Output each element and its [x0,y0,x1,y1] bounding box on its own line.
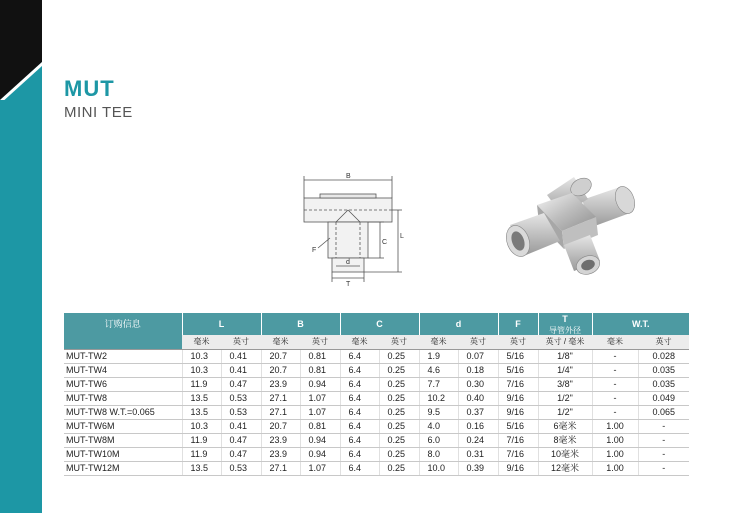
cell: 0.40 [458,391,498,405]
cell: 0.25 [379,461,419,475]
cell: 13.5 [182,461,221,475]
cell: 7.7 [419,377,458,391]
cell: 1/2" [538,405,592,419]
cell: 9.5 [419,405,458,419]
cell: 4.6 [419,363,458,377]
cell: 0.41 [221,349,261,363]
label-t: T [346,281,351,288]
cell: 1.00 [592,461,638,475]
cell: 0.37 [458,405,498,419]
col-group-t [538,313,592,335]
cell: 6.4 [340,405,379,419]
cell: 5/16 [498,363,538,377]
cell: 0.81 [300,419,340,433]
cell: 8毫米 [538,433,592,447]
label-d: d [346,259,350,266]
table-row [64,377,689,391]
cell: 6.4 [340,349,379,363]
cell: 7/16 [498,433,538,447]
table-row [64,461,689,475]
table-row [64,363,689,377]
cell: 12毫米 [538,461,592,475]
cell: 10毫米 [538,447,592,461]
product-subtitle: MINI TEE [64,104,133,121]
cell: 0.94 [300,377,340,391]
cell: 0.94 [300,433,340,447]
cell-part-number: MUT-TW6 [64,377,182,391]
cell: 20.7 [261,419,300,433]
col-group-c: C [340,313,419,335]
cell: 13.5 [182,405,221,419]
label-f: F [312,247,317,254]
cell: 20.7 [261,363,300,377]
product-title: MUT [64,76,115,101]
label-b: B [346,173,351,180]
cell: 0.035 [638,363,689,377]
cell: - [638,433,689,447]
cell: 4.0 [419,419,458,433]
cell: 23.9 [261,377,300,391]
cell: 1/4" [538,363,592,377]
cell: 0.81 [300,349,340,363]
label-l: L [400,233,404,240]
cell: 3/8" [538,377,592,391]
cell: 0.30 [458,377,498,391]
unit-header: 英寸 [221,335,261,349]
cell: 10.0 [419,461,458,475]
unit-header: 英寸 [300,335,340,349]
unit-header: 毫米 [340,335,379,349]
cell: 6.4 [340,419,379,433]
cell: - [638,447,689,461]
cell: 1.00 [592,419,638,433]
cell: 10.3 [182,349,221,363]
cell: 6.4 [340,363,379,377]
technical-drawing [292,168,412,288]
unit-header: 毫米 [182,335,221,349]
product-photo [492,165,642,280]
cell: 6毫米 [538,419,592,433]
cell: 9/16 [498,461,538,475]
cell: 0.81 [300,363,340,377]
cell-part-number: MUT-TW4 [64,363,182,377]
cell: 0.39 [458,461,498,475]
ordering-table [64,313,689,476]
col-group-f: F [498,313,538,335]
unit-header: 英寸 [379,335,419,349]
cell: 0.049 [638,391,689,405]
col-group-b: B [261,313,340,335]
cell: 0.25 [379,363,419,377]
cell: 0.065 [638,405,689,419]
cell: 1/2" [538,391,592,405]
cell: 0.47 [221,447,261,461]
table-row [64,391,689,405]
cell: 0.94 [300,447,340,461]
cell: 0.25 [379,391,419,405]
cell: 6.0 [419,433,458,447]
cell: 1.07 [300,405,340,419]
cell: 6.4 [340,447,379,461]
cell: 0.028 [638,349,689,363]
col-group-wt: W.T. [592,313,689,335]
unit-header: 英寸 [458,335,498,349]
cell: 0.41 [221,363,261,377]
col-group-t-label: T [562,314,568,324]
cell: 6.4 [340,391,379,405]
cell: 5/16 [498,349,538,363]
col-group-t-sub: 导管外径 [549,326,581,335]
order-info-header: 订购信息 [64,313,182,335]
cell: 6.4 [340,461,379,475]
cell: 10.3 [182,419,221,433]
table-body [64,349,689,475]
cell: 23.9 [261,433,300,447]
cell: 6.4 [340,433,379,447]
unit-header: 英寸 / 毫米 [538,335,592,349]
cell: 0.53 [221,391,261,405]
table-group-header [64,313,689,335]
cell: 9/16 [498,405,538,419]
col-group-d: d [419,313,498,335]
cell: 1.07 [300,461,340,475]
table-row [64,349,689,363]
cell: 13.5 [182,391,221,405]
table-row [64,433,689,447]
cell-part-number: MUT-TW2 [64,349,182,363]
cell: 0.07 [458,349,498,363]
unit-header: 英寸 [638,335,689,349]
cell: - [592,363,638,377]
cell: - [592,405,638,419]
cell: 0.18 [458,363,498,377]
unit-header: 毫米 [261,335,300,349]
table-row [64,419,689,433]
cell: 0.53 [221,405,261,419]
cell: 27.1 [261,461,300,475]
cell: 9/16 [498,391,538,405]
cell: 11.9 [182,447,221,461]
cell: 0.47 [221,377,261,391]
cell: 11.9 [182,433,221,447]
cell: 27.1 [261,405,300,419]
cell: 0.035 [638,377,689,391]
cell-part-number: MUT-TW10M [64,447,182,461]
table-unit-header [64,335,689,349]
cell-part-number: MUT-TW6M [64,419,182,433]
cell: 0.16 [458,419,498,433]
cell: 0.25 [379,433,419,447]
corner-decoration [0,0,42,100]
cell: - [638,461,689,475]
cell: 7/16 [498,377,538,391]
cell: 1.00 [592,433,638,447]
cell: 10.3 [182,363,221,377]
cell: 7/16 [498,447,538,461]
cell: 8.0 [419,447,458,461]
cell: 0.53 [221,461,261,475]
table-row [64,405,689,419]
cell: 5/16 [498,419,538,433]
cell: - [592,391,638,405]
cell: 1.07 [300,391,340,405]
tee-branch [328,222,368,258]
cell-part-number: MUT-TW8 W.T.=0.065 [64,405,182,419]
cell: 11.9 [182,377,221,391]
cell: 0.31 [458,447,498,461]
cell: 23.9 [261,447,300,461]
cell-part-number: MUT-TW8M [64,433,182,447]
cell: 0.47 [221,433,261,447]
cell: 0.41 [221,419,261,433]
cell: 1.00 [592,447,638,461]
unit-header: 毫米 [592,335,638,349]
cell-part-number: MUT-TW8 [64,391,182,405]
cell: 10.2 [419,391,458,405]
cell: 0.25 [379,377,419,391]
cell: - [638,419,689,433]
cell: 1/8" [538,349,592,363]
label-c: C [382,239,388,246]
cell: 0.25 [379,447,419,461]
cell: - [592,377,638,391]
unit-header: 毫米 [419,335,458,349]
cell: - [592,349,638,363]
unit-header-blank [64,335,182,349]
cell: 1.9 [419,349,458,363]
cell: 6.4 [340,377,379,391]
cell-part-number: MUT-TW12M [64,461,182,475]
table-row [64,447,689,461]
unit-header: 英寸 [498,335,538,349]
cell: 0.24 [458,433,498,447]
col-group-l: L [182,313,261,335]
cell: 0.25 [379,419,419,433]
cell: 0.25 [379,349,419,363]
cell: 0.25 [379,405,419,419]
cell: 20.7 [261,349,300,363]
cell: 27.1 [261,391,300,405]
